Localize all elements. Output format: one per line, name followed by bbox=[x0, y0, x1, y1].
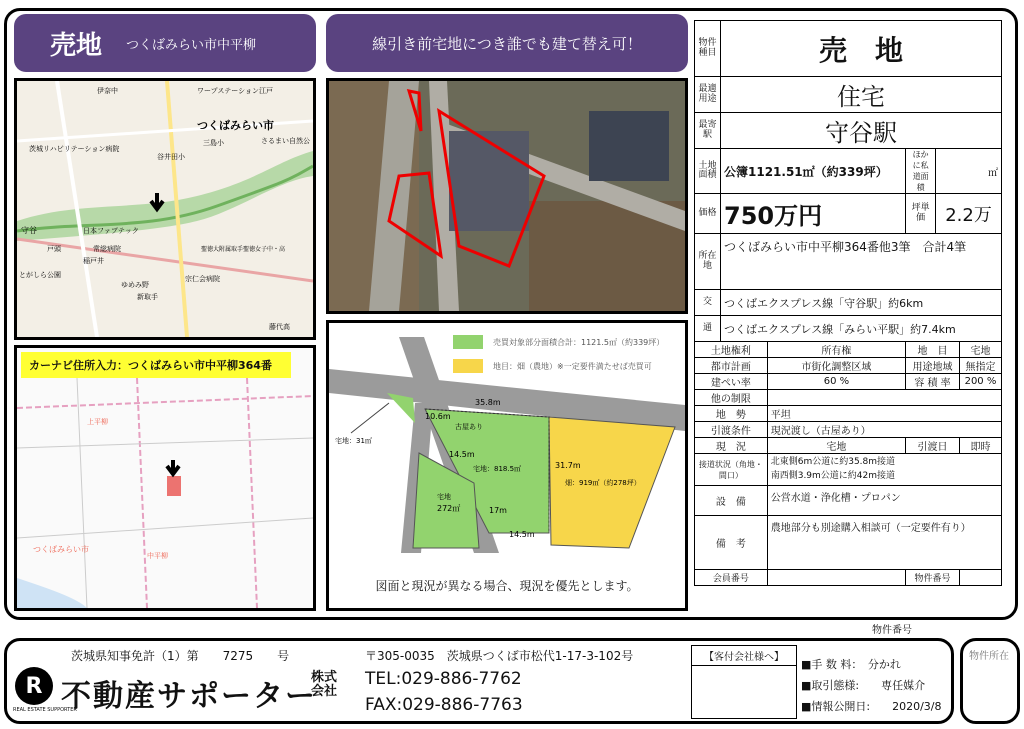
aerial-photo bbox=[326, 78, 688, 314]
plan-label: 31.7m bbox=[555, 461, 581, 470]
title-banner bbox=[14, 14, 316, 72]
map-label: 三島小 bbox=[203, 139, 224, 147]
delivery: 即時 bbox=[959, 438, 1001, 454]
far: 200 % bbox=[959, 374, 1001, 390]
other-restrictions bbox=[767, 390, 1001, 406]
location: つくばみらい市中平柳364番他3筆 合計4筆 bbox=[721, 234, 1002, 290]
plan-label: 272㎡ bbox=[437, 504, 461, 513]
fax-number: FAX:029-886-7763 bbox=[365, 695, 523, 715]
map-label: 藤代高 bbox=[269, 323, 290, 331]
license-number: 茨城県知事免許（1）第 7275 号 bbox=[71, 649, 290, 663]
terrain: 平坦 bbox=[767, 406, 1001, 422]
private-road-label: ほかに私道面積 bbox=[906, 149, 936, 194]
city-plan-label: 都市計画 bbox=[695, 358, 768, 374]
area-name: つくばみらい市中平柳 bbox=[126, 37, 257, 53]
transaction-info bbox=[801, 655, 942, 718]
chimoku-label: 地 目 bbox=[906, 342, 960, 358]
rights-label: 土地権利 bbox=[695, 342, 768, 358]
phone-number: TEL:029-886-7762 bbox=[365, 669, 522, 689]
plan-label: 10.6m bbox=[425, 412, 451, 421]
map-label: ゆめみ野 bbox=[121, 281, 149, 289]
map-label: 聖徳大附属取手聖徳女子中・高 bbox=[201, 246, 286, 253]
company-suffix: 株式会社 bbox=[311, 670, 338, 700]
plan-label: 35.8m bbox=[475, 398, 501, 407]
catchphrase-banner: 線引き前宅地につき誰でも建て替え可！ bbox=[326, 14, 688, 72]
best-use: 住宅 bbox=[721, 77, 1002, 113]
fee: ■手 数 料： 分かれ bbox=[801, 658, 901, 671]
plan-label: 14.5m bbox=[509, 530, 535, 539]
company-footer bbox=[4, 638, 954, 724]
unit-price: 2.2万 bbox=[936, 194, 1002, 234]
handover-label: 引渡条件 bbox=[695, 422, 768, 438]
detail-map bbox=[14, 345, 316, 611]
zoning: 無指定 bbox=[959, 358, 1001, 374]
plan-label: 宅地 bbox=[437, 493, 451, 501]
unit-price-label: 坪単価 bbox=[906, 194, 936, 234]
map-label: 宗仁会病院 bbox=[185, 275, 220, 283]
city-plan: 市街化調整区域 bbox=[767, 358, 905, 374]
use-label: 最適用途 bbox=[695, 77, 721, 113]
price-label: 価格 bbox=[695, 194, 721, 234]
map-label: 茨城リハビリテーション病院 bbox=[29, 145, 120, 153]
lot-plan-graphic bbox=[329, 323, 685, 568]
remarks: 農地部分も別途購入相談可（一定要件有り） bbox=[767, 516, 1001, 570]
member-number bbox=[767, 570, 905, 586]
area-map-graphic bbox=[17, 81, 313, 337]
logo-subtext: REAL ESTATE SUPPORTER bbox=[13, 707, 77, 713]
station-label: 最寄駅 bbox=[695, 113, 721, 149]
land-area-label: 土地面積 bbox=[695, 149, 721, 194]
publish-date: ■情報公開日: 2020/3/8 bbox=[801, 699, 942, 713]
client-box-label: 【客付会社様へ】 bbox=[692, 646, 796, 666]
property-number-note: 物件番号 bbox=[872, 625, 912, 636]
type-label: 物件種目 bbox=[695, 21, 721, 77]
map-label: つくばみらい市 bbox=[33, 545, 89, 554]
other-label: 他の制限 bbox=[695, 390, 768, 406]
access-label-1: 交 bbox=[695, 290, 721, 316]
map-label: 日本ファブテック bbox=[83, 227, 139, 235]
rights: 所有権 bbox=[767, 342, 905, 358]
map-label-city: つくばみらい市 bbox=[197, 119, 274, 132]
private-road-unit: ㎡ bbox=[936, 149, 1002, 194]
status: 宅地 bbox=[767, 438, 905, 454]
sale-type: 売地 bbox=[50, 30, 103, 61]
detail-map-graphic bbox=[17, 348, 313, 608]
area-map bbox=[14, 78, 316, 340]
access-label-2: 通 bbox=[695, 316, 721, 342]
price: 750万円 bbox=[721, 194, 906, 234]
zoning-label: 用途地域 bbox=[906, 358, 960, 374]
map-label: 中平柳 bbox=[147, 552, 168, 560]
nearest-station: 守谷駅 bbox=[721, 113, 1002, 149]
side-box: 物件所在 bbox=[960, 638, 1020, 724]
delivery-label: 引渡日 bbox=[906, 438, 960, 454]
property-no-label: 物件番号 bbox=[906, 570, 960, 586]
plan-label: 古屋あり bbox=[455, 423, 483, 431]
access-2: つくばエクスプレス線「みらい平駅」約7.4km bbox=[721, 316, 1002, 342]
member-label: 会員番号 bbox=[695, 570, 768, 586]
map-label: さるまい自然公 bbox=[261, 137, 310, 145]
plan-label: 14.5m bbox=[449, 450, 475, 459]
legend-yellow-text: 地目：畑（農地）※一定要件満たせば売買可 bbox=[493, 361, 652, 371]
map-label: 守谷 bbox=[21, 226, 37, 235]
property-number bbox=[959, 570, 1001, 586]
access-1: つくばエクスプレス線「守谷駅」約6km bbox=[721, 290, 1002, 316]
map-label: 伊奈中 bbox=[97, 87, 118, 95]
terrain-label: 地 勢 bbox=[695, 406, 768, 422]
plan-caption: 図面と現況が異なる場合、現況を優先とします。 bbox=[375, 579, 639, 593]
bcr-label: 建ぺい率 bbox=[695, 374, 768, 390]
map-label: 戸頭 bbox=[47, 245, 61, 253]
facilities: 公営水道・浄化槽・プロパン bbox=[767, 486, 1001, 516]
bcr: 60 % bbox=[767, 374, 905, 390]
aerial-photo-graphic bbox=[329, 81, 685, 311]
location-label: 所在地 bbox=[695, 234, 721, 290]
plan-label: 宅地：31㎡ bbox=[335, 437, 372, 445]
client-box bbox=[691, 645, 797, 719]
legend-green-text: 売買対象部分面積合計：1121.5㎡（約339坪） bbox=[493, 337, 665, 347]
land-area: 公簿1121.51㎡（約339坪） bbox=[721, 149, 906, 194]
property-details-table bbox=[694, 20, 1002, 586]
plan-label: 宅地：818.5㎡ bbox=[473, 465, 522, 473]
navi-address-label: カーナビ住所入力：つくばみらい市中平柳364番 bbox=[21, 352, 291, 378]
company-logo-icon: R bbox=[15, 667, 53, 705]
map-label: 常総病院 bbox=[93, 245, 121, 253]
company-address: 〒305-0035 茨城県つくば市松代1-17-3-102号 bbox=[365, 649, 634, 663]
property-type: 売 地 bbox=[721, 21, 1002, 77]
map-label: とがしら公園 bbox=[19, 271, 61, 279]
road-2: 南西側3.9m公道に約42m接道 bbox=[770, 470, 896, 481]
remarks-label: 備 考 bbox=[695, 516, 768, 570]
property-marker bbox=[167, 476, 181, 496]
lot-plan bbox=[326, 320, 688, 611]
status-label: 現 況 bbox=[695, 438, 768, 454]
map-label: 稲戸井 bbox=[83, 257, 104, 265]
map-label: 谷井田小 bbox=[157, 153, 185, 161]
transaction-mode: ■取引態様: 専任媒介 bbox=[801, 678, 926, 692]
company-name: 不動産サポーター bbox=[61, 679, 317, 714]
map-label: ワープステーション江戸 bbox=[197, 87, 273, 95]
chimoku: 宅地 bbox=[959, 342, 1001, 358]
far-label: 容 積 率 bbox=[906, 374, 960, 390]
facilities-label: 設 備 bbox=[695, 486, 768, 516]
map-label: 上平柳 bbox=[87, 418, 108, 426]
map-label: 新取手 bbox=[137, 293, 158, 301]
handover: 現況渡し（古屋あり） bbox=[767, 422, 1001, 438]
road-label: 接道状況（角地・間口） bbox=[695, 454, 768, 486]
plan-label: 畑：919㎡（約278坪） bbox=[565, 479, 641, 487]
plan-label: 17m bbox=[489, 506, 507, 515]
road-1: 北東側6m公道に約35.8m接道 bbox=[770, 457, 896, 467]
